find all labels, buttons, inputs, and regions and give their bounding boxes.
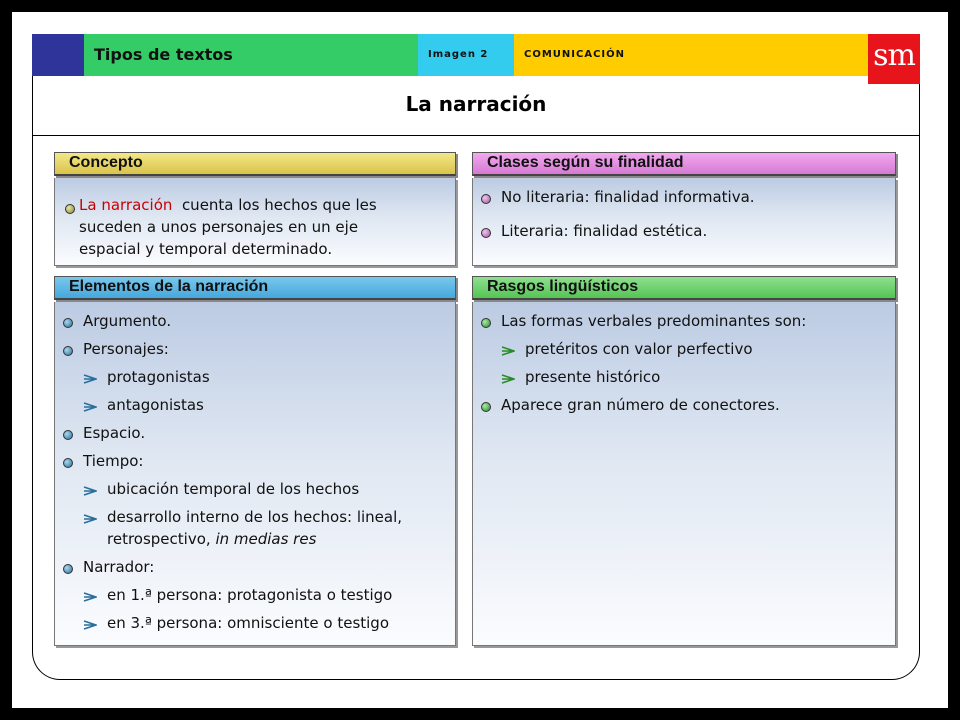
arrow-icon bbox=[501, 346, 515, 356]
concepto-body bbox=[54, 178, 456, 266]
elementos-protagonistas: protagonistas bbox=[107, 368, 210, 386]
title-band bbox=[32, 76, 920, 136]
card-clases bbox=[472, 152, 896, 266]
elementos-heading-bar bbox=[54, 276, 456, 300]
elementos-espacio: Espacio. bbox=[83, 424, 146, 442]
elementos-heading: Elementos de la narración bbox=[69, 278, 269, 295]
bullet-icon bbox=[63, 430, 73, 440]
concepto-line-3: espacial y temporal determinado. bbox=[79, 240, 333, 258]
card-concepto bbox=[54, 152, 456, 266]
page-title: La narración bbox=[405, 92, 547, 116]
bullet-icon bbox=[481, 228, 491, 238]
clases-body bbox=[472, 178, 896, 266]
header-section-bar bbox=[84, 34, 418, 76]
concepto-heading: Concepto bbox=[69, 154, 143, 171]
bullet-icon bbox=[481, 402, 491, 412]
concepto-heading-bar bbox=[54, 152, 456, 176]
elementos-desarrollo-1: desarrollo interno de los hechos: lineal, bbox=[107, 508, 403, 526]
arrow-icon bbox=[83, 592, 97, 602]
card-rasgos bbox=[472, 276, 896, 646]
rasgos-preteritos: pretéritos con valor perfectivo bbox=[525, 340, 753, 358]
arrow-icon bbox=[83, 374, 97, 384]
clases-heading-bar bbox=[472, 152, 896, 176]
rasgos-heading: Rasgos lingüísticos bbox=[487, 278, 639, 295]
elementos-ubicacion: ubicación temporal de los hechos bbox=[107, 480, 360, 498]
arrow-icon bbox=[83, 402, 97, 412]
bullet-icon bbox=[481, 318, 491, 328]
elementos-personajes: Personajes: bbox=[83, 340, 169, 358]
desarrollo-2-text: retrospectivo, bbox=[107, 530, 211, 548]
bullet-icon bbox=[65, 204, 75, 214]
arrow-icon bbox=[83, 620, 97, 630]
rasgos-heading-bar bbox=[472, 276, 896, 300]
elementos-body bbox=[54, 302, 456, 646]
rasgos-conectores: Aparece gran número de conectores. bbox=[501, 396, 780, 414]
rasgos-formas: Las formas verbales predominantes son: bbox=[501, 312, 807, 330]
bullet-icon bbox=[63, 318, 73, 328]
clases-item-2: Literaria: finalidad estética. bbox=[501, 222, 708, 240]
header-blue-block bbox=[32, 34, 84, 76]
rasgos-presente: presente histórico bbox=[525, 368, 661, 386]
concepto-highlight: La narración bbox=[79, 196, 173, 214]
elementos-primera-persona: en 1.ª persona: protagonista o testigo bbox=[107, 586, 393, 604]
elementos-argumento: Argumento. bbox=[83, 312, 172, 330]
bullet-icon bbox=[63, 458, 73, 468]
arrow-icon bbox=[501, 374, 515, 384]
elementos-tiempo: Tiempo: bbox=[83, 452, 144, 470]
clases-heading: Clases según su finalidad bbox=[487, 154, 684, 171]
bullet-icon bbox=[63, 564, 73, 574]
elementos-narrador: Narrador: bbox=[83, 558, 155, 576]
arrow-icon bbox=[83, 486, 97, 496]
rasgos-body bbox=[472, 302, 896, 646]
imagen-label: Imagen 2 bbox=[428, 49, 489, 60]
section-title: Tipos de textos bbox=[94, 45, 233, 64]
concepto-line-1-rest: cuenta los hechos que les bbox=[181, 196, 377, 214]
bullet-icon bbox=[481, 194, 491, 204]
slide bbox=[12, 12, 948, 708]
concepto-line-1 bbox=[79, 196, 377, 214]
elementos-desarrollo-2 bbox=[107, 530, 316, 548]
area-label: COMUNICACIÓN bbox=[524, 49, 626, 60]
desarrollo-2-italic: in medias res bbox=[215, 530, 317, 548]
bullet-icon bbox=[63, 346, 73, 356]
clases-item-1: No literaria: finalidad informativa. bbox=[501, 188, 755, 206]
header-area-bar bbox=[514, 34, 868, 76]
card-elementos bbox=[54, 276, 456, 646]
sm-logo: sm bbox=[868, 34, 920, 84]
elementos-tercera-persona: en 3.ª persona: omnisciente o testigo bbox=[107, 614, 390, 632]
concepto-line-2: suceden a unos personajes en un eje bbox=[79, 218, 359, 236]
header-imagen-bar bbox=[418, 34, 514, 76]
arrow-icon bbox=[83, 514, 97, 524]
elementos-antagonistas: antagonistas bbox=[107, 396, 204, 414]
